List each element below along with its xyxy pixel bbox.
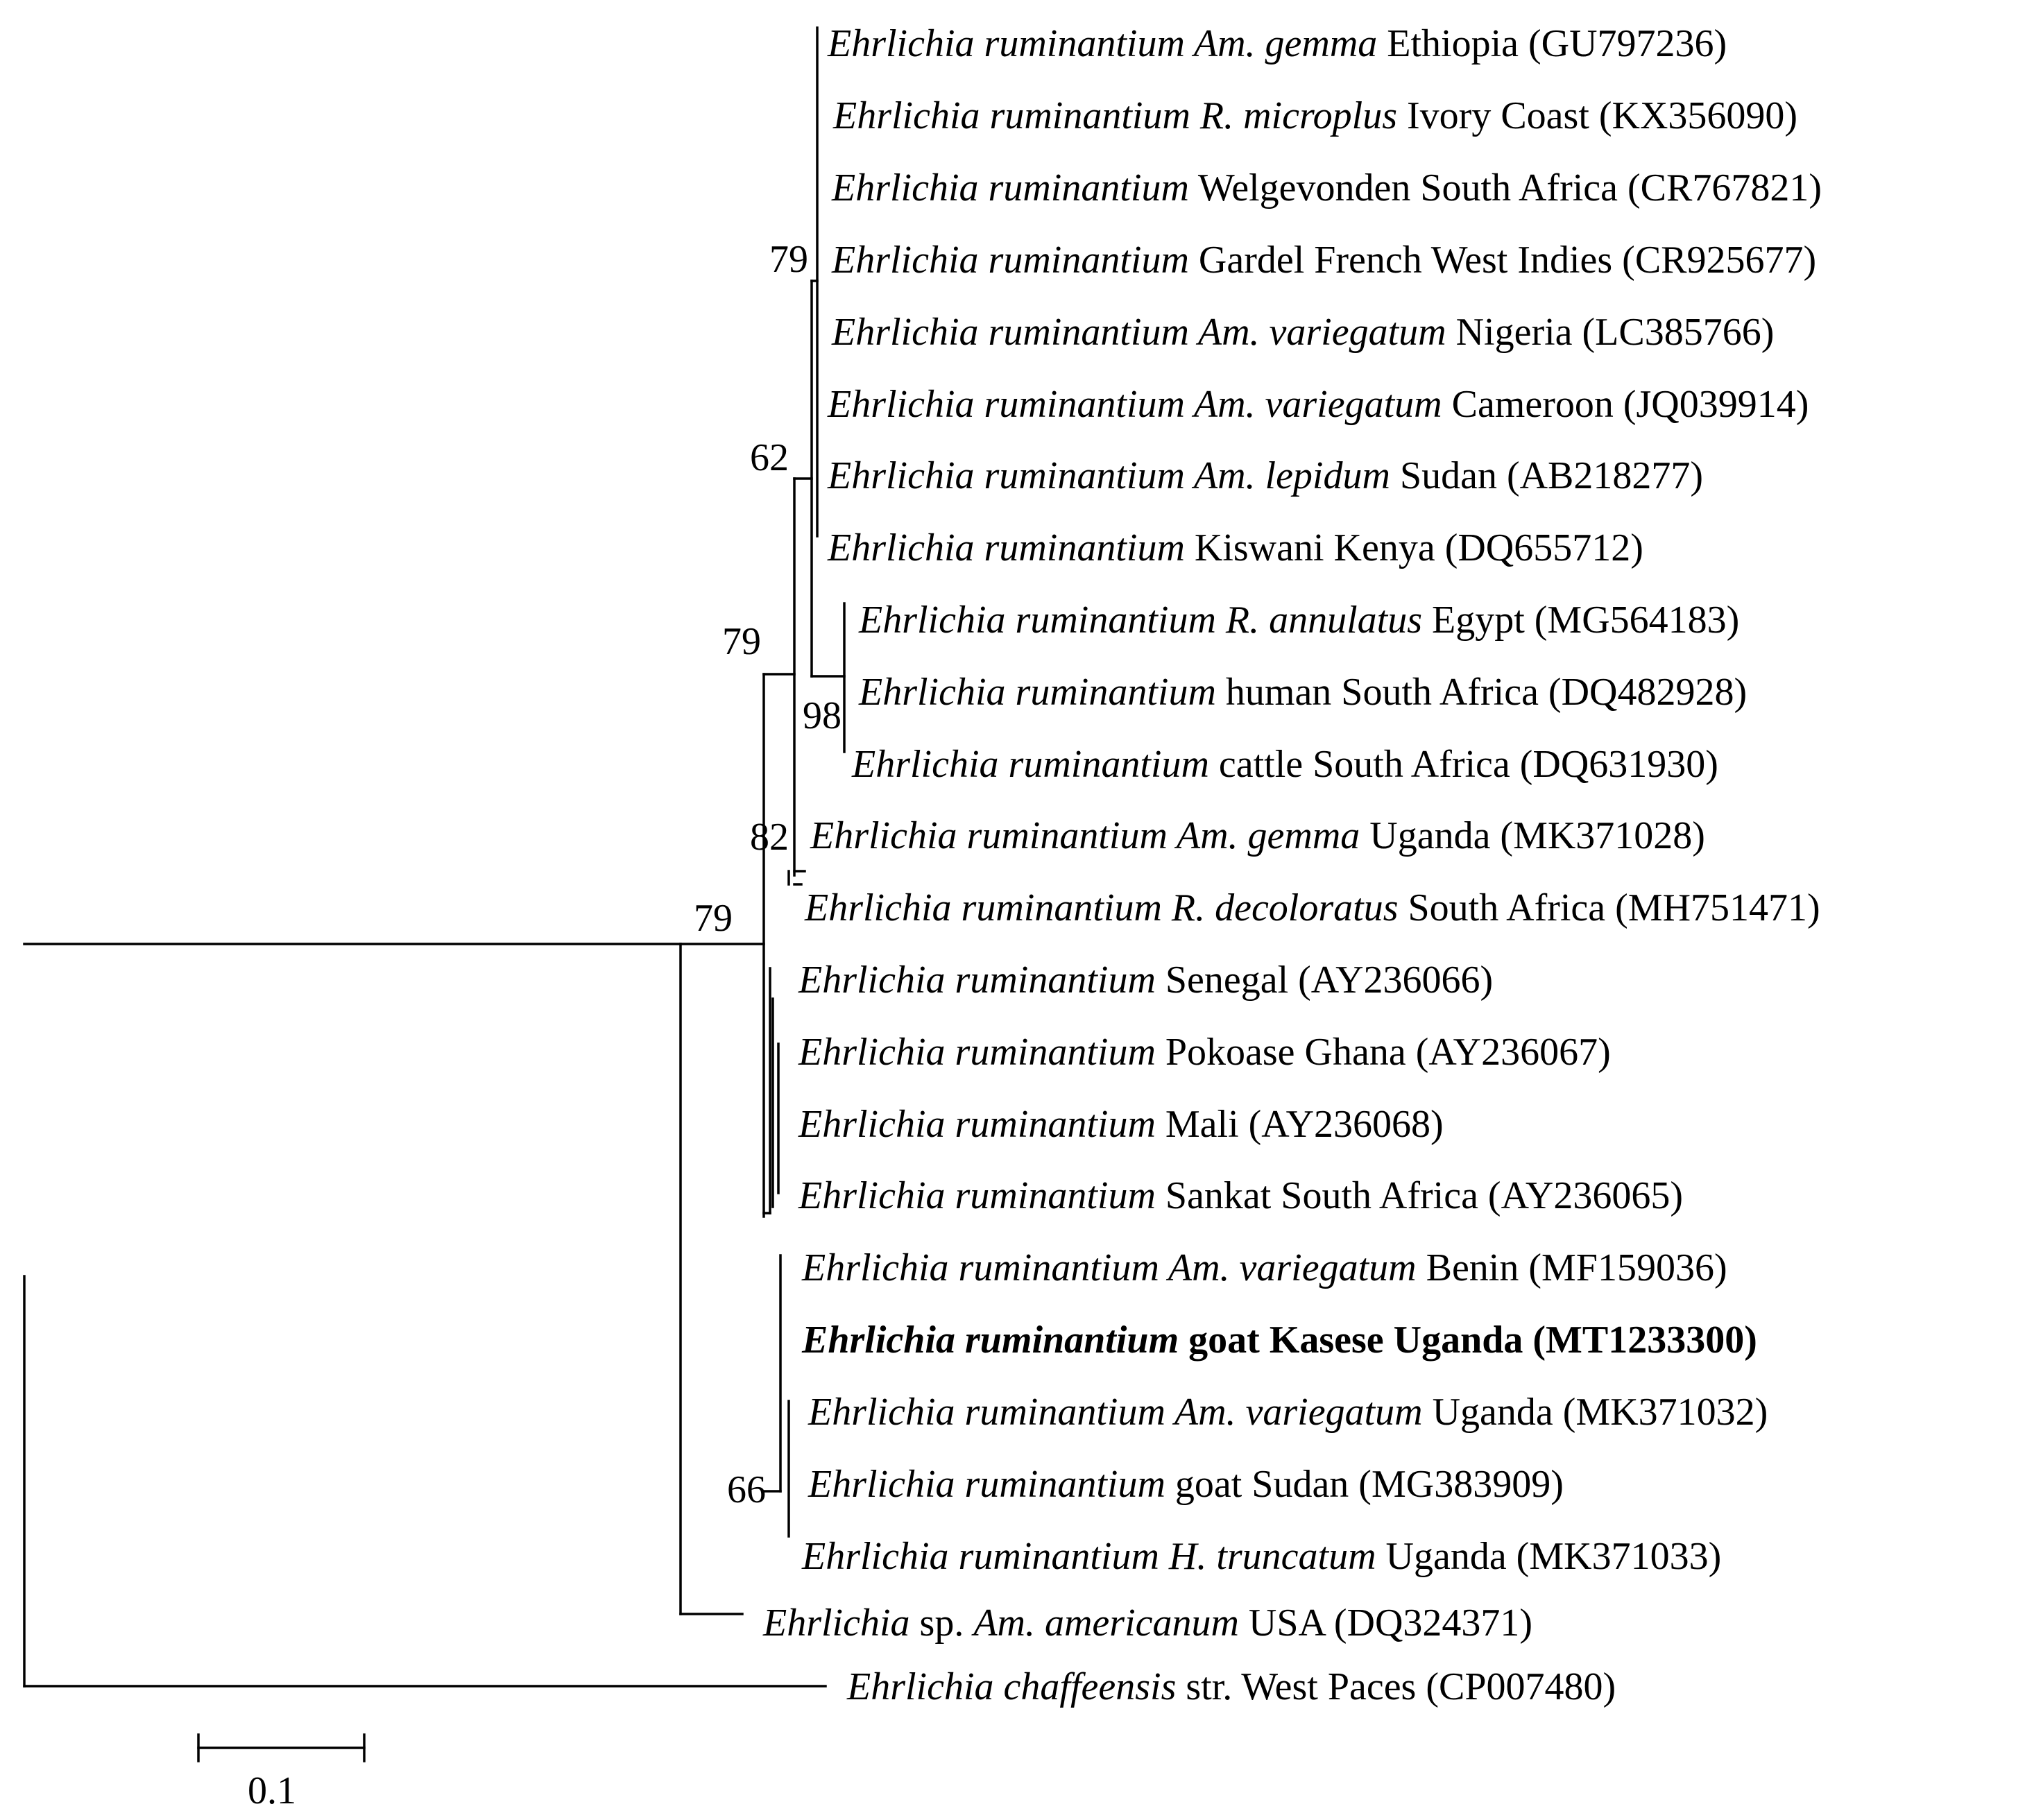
taxon-label (846, 1665, 1616, 1708)
taxon-name-italic: Ehrlichia ruminantium (832, 239, 1189, 282)
taxon-name-italic: Ehrlichia ruminantium Am. lepidum (828, 454, 1390, 497)
taxon-name-text: Pokoase Ghana (AY236067) (1155, 1031, 1611, 1074)
bootstrap-value: 79 (722, 620, 761, 663)
taxon-name-text: Mali (AY236068) (1155, 1103, 1444, 1146)
taxon-label (827, 22, 1727, 65)
tree-branches (24, 28, 844, 1686)
taxon-name-text: Uganda (MK371033) (1376, 1535, 1722, 1578)
taxon-name-italic: Ehrlichia ruminantium R. annulatus (859, 599, 1422, 642)
taxon-label (827, 383, 1809, 426)
taxon-name-text: Uganda (MK371032) (1422, 1391, 1768, 1434)
taxon-label (762, 1602, 1532, 1645)
taxon-name-italic: Ehrlichia ruminantium (859, 671, 1216, 714)
bootstrap-value: 62 (750, 436, 789, 479)
taxon-name-text: Senegal (AY236066) (1155, 959, 1494, 1002)
taxon-name-italic: Ehrlichia (763, 1602, 910, 1645)
taxon-name-text: Gardel French West Indies (CR925677) (1188, 239, 1817, 282)
taxon-label (798, 1103, 1444, 1146)
taxon-label (808, 1391, 1768, 1434)
taxon-name-italic: Ehrlichia ruminantium (798, 959, 1156, 1002)
taxon-labels (762, 22, 1822, 1708)
taxon-name-italic: Ehrlichia ruminantium R. microplus (833, 94, 1398, 137)
taxon-name-italic: Ehrlichia ruminantium Am. variegatum (832, 311, 1446, 354)
taxon-name-italic: Ehrlichia ruminantium Am. variegatum (808, 1391, 1423, 1434)
taxon-label (831, 311, 1774, 354)
taxon-name-italic: Ehrlichia ruminantium R. decoloratus (805, 886, 1399, 929)
bootstrap-value: 98 (803, 694, 841, 737)
taxon-label (801, 1319, 1757, 1362)
taxon-name-text: Egypt (MG564183) (1422, 599, 1740, 642)
taxon-label (810, 814, 1705, 857)
taxon-name-italic: Ehrlichia ruminantium (798, 1031, 1156, 1074)
taxon-name-text: human South Africa (DQ482928) (1215, 671, 1748, 714)
taxon-label (858, 599, 1739, 642)
taxon-name-text: Benin (MF159036) (1416, 1246, 1727, 1289)
taxon-name-italic: Ehrlichia ruminantium Am. variegatum (828, 383, 1442, 426)
bootstrap-value: 79 (769, 238, 808, 281)
taxon-label (801, 1246, 1727, 1289)
taxon-name-text: Uganda (MK371028) (1360, 814, 1705, 857)
taxon-label (831, 239, 1816, 282)
taxon-name-italic: Am. americanum (973, 1602, 1239, 1645)
taxon-name-text: Cameroon (JQ039914) (1442, 383, 1809, 426)
taxon-name-text: Ethiopia (GU797236) (1377, 22, 1727, 65)
taxon-name-text: Ivory Coast (KX356090) (1397, 94, 1798, 137)
taxon-name-italic: Ehrlichia ruminantium Am. gemma (810, 814, 1360, 857)
taxon-name-italic: Ehrlichia ruminantium (802, 1319, 1179, 1362)
bootstrap-value: 66 (727, 1468, 766, 1511)
taxon-name-text: Sudan (AB218277) (1390, 454, 1704, 497)
taxon-name-text: goat Sudan (MG383909) (1165, 1463, 1564, 1506)
scale-bar-label: 0.1 (248, 1769, 296, 1812)
taxon-name-text: str. West Paces (CP007480) (1176, 1665, 1616, 1708)
taxon-label (832, 94, 1797, 137)
scale-bar (198, 1735, 364, 1812)
taxon-name-text: Sankat South Africa (AY236065) (1155, 1174, 1683, 1217)
taxon-name-text: Nigeria (LC385766) (1446, 311, 1775, 354)
taxon-label (808, 1463, 1564, 1506)
bootstrap-value: 82 (750, 816, 789, 859)
taxon-name-italic: Ehrlichia ruminantium (798, 1174, 1156, 1217)
taxon-label (798, 959, 1493, 1002)
taxon-name-italic: Ehrlichia ruminantium Am. variegatum (802, 1246, 1417, 1289)
taxon-label (804, 886, 1820, 929)
taxon-name-text: Kiswani Kenya (DQ655712) (1184, 526, 1643, 569)
taxon-label (831, 166, 1822, 209)
taxon-name-text: goat Kasese Uganda (MT1233300) (1179, 1319, 1757, 1362)
taxon-name-italic: Ehrlichia ruminantium (832, 166, 1189, 209)
taxon-label (827, 526, 1643, 569)
taxon-name-italic: Ehrlichia ruminantium Am. gemma (828, 22, 1378, 65)
taxon-label (827, 454, 1703, 497)
taxon-name-italic: Ehrlichia ruminantium (828, 526, 1185, 569)
taxon-name-text: Welgevonden South Africa (CR767821) (1188, 166, 1822, 209)
taxon-name-italic: Ehrlichia ruminantium (798, 1103, 1156, 1146)
taxon-name-text: cattle South Africa (DQ631930) (1208, 743, 1718, 786)
taxon-label (798, 1174, 1683, 1217)
taxon-name-italic: Ehrlichia ruminantium (808, 1463, 1165, 1506)
taxon-name-italic: Ehrlichia ruminantium (852, 743, 1209, 786)
bootstrap-value: 79 (694, 897, 733, 940)
taxon-label (798, 1031, 1611, 1074)
taxon-label (858, 671, 1747, 714)
taxon-label (801, 1535, 1721, 1578)
taxon-name-italic: Ehrlichia chaffeensis (847, 1665, 1177, 1708)
taxon-name-text: USA (DQ324371) (1238, 1602, 1533, 1645)
taxon-name-italic: Ehrlichia ruminantium H. truncatum (802, 1535, 1376, 1578)
taxon-label (851, 743, 1718, 786)
taxon-name-text: sp. (909, 1602, 974, 1645)
taxon-name-text: South Africa (MH751471) (1398, 886, 1820, 929)
